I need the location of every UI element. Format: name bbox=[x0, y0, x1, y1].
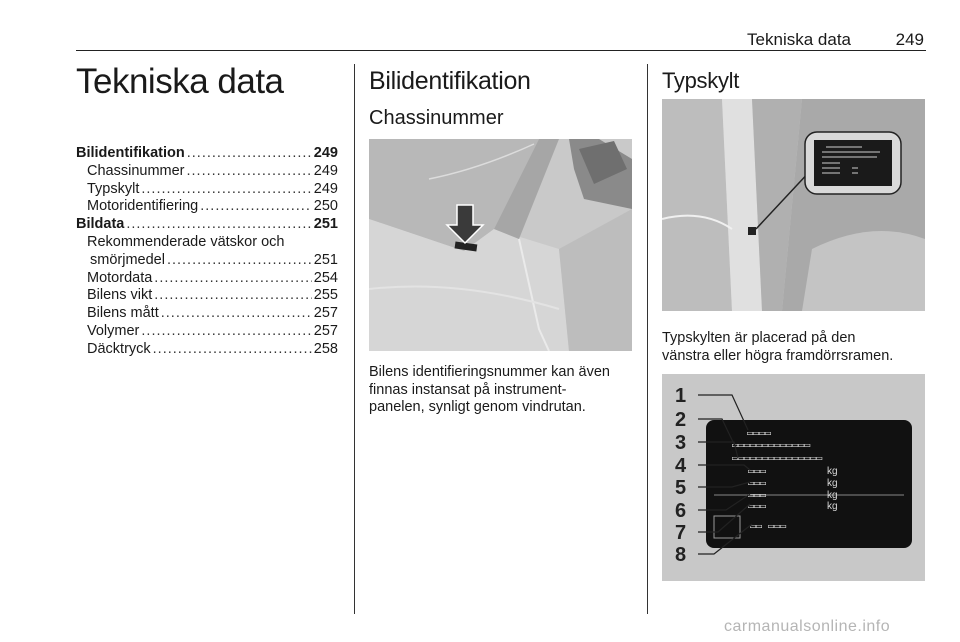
toc-leader bbox=[167, 252, 312, 270]
callout-2: 2 bbox=[675, 409, 687, 431]
callout-3: 3 bbox=[675, 432, 687, 454]
section-heading-typskylt: Typskylt bbox=[662, 68, 740, 93]
chapter-title: Tekniska data bbox=[76, 62, 284, 101]
toc-leader bbox=[154, 270, 312, 288]
toc-leader bbox=[187, 163, 312, 181]
callout-7: 7 bbox=[675, 522, 687, 544]
table-of-contents bbox=[76, 145, 338, 359]
column-divider-2 bbox=[647, 64, 648, 614]
plate-unit: kg bbox=[827, 466, 838, 477]
toc-leader bbox=[161, 305, 312, 323]
toc-label: Bildata bbox=[76, 216, 125, 233]
page-number: 249 bbox=[895, 30, 924, 49]
toc-entry-motoridentifiering[interactable] bbox=[76, 198, 338, 216]
toc-leader bbox=[200, 198, 312, 216]
toc-label: Volymer bbox=[87, 322, 140, 339]
toc-leader bbox=[126, 216, 311, 234]
toc-leader bbox=[187, 145, 312, 163]
text-line: finnas instansat på instrument- bbox=[369, 381, 567, 398]
toc-leader bbox=[154, 287, 312, 305]
column-divider-1 bbox=[354, 64, 355, 614]
toc-entry-bildata[interactable] bbox=[76, 216, 338, 234]
plate-line: ▭▭▭▭ bbox=[747, 428, 772, 439]
plate-unit: kg bbox=[827, 478, 838, 489]
windshield-corner-drawing bbox=[369, 139, 632, 351]
toc-leader bbox=[141, 181, 311, 199]
type-plate-drawing bbox=[662, 374, 925, 581]
toc-entry-typskylt[interactable] bbox=[76, 181, 338, 199]
plate-line: ▭▭▭▭▭▭▭▭▭▭▭▭▭▭▭ bbox=[732, 453, 823, 464]
section-heading-bilidentifikation: Bilidentifikation bbox=[369, 67, 531, 95]
toc-label: Bilidentifikation bbox=[76, 145, 185, 161]
callout-5: 5 bbox=[675, 477, 687, 499]
toc-entry-bilens-vikt[interactable] bbox=[76, 287, 338, 305]
toc-label: Bilens vikt bbox=[87, 287, 153, 304]
text-line: panelen, synligt genom vindrutan. bbox=[369, 399, 586, 415]
toc-entry-chassinummer[interactable] bbox=[76, 163, 338, 181]
callout-6: 6 bbox=[675, 500, 687, 522]
watermark-text: carmanualsonline.info bbox=[724, 618, 891, 635]
plate-line: ▭▭▭▭▭▭▭▭▭▭▭▭▭ bbox=[732, 440, 811, 451]
callout-1: 1 bbox=[675, 385, 687, 407]
toc-leader bbox=[153, 341, 312, 359]
subheading-chassinummer: Chassinummer bbox=[369, 107, 504, 129]
text-line: Typskylten är placerad på den bbox=[662, 330, 856, 346]
callout-8: 8 bbox=[675, 544, 687, 566]
toc-label: Däcktryck bbox=[87, 340, 151, 357]
toc-entry-rekommenderade[interactable] bbox=[76, 234, 338, 252]
running-header bbox=[76, 30, 926, 51]
toc-leader bbox=[141, 323, 311, 341]
header-title: Tekniska data bbox=[747, 30, 851, 49]
toc-entry-bilens-matt[interactable] bbox=[76, 305, 338, 323]
plate-line: ▭▭▭ bbox=[748, 466, 767, 477]
toc-page: 257 bbox=[313, 322, 338, 339]
toc-label: Motordata bbox=[87, 269, 153, 286]
plate-unit: kg bbox=[827, 501, 838, 512]
toc-label: smörjmedel bbox=[90, 251, 165, 268]
toc-entry-bilidentifikation[interactable] bbox=[76, 145, 338, 163]
toc-page: 257 bbox=[313, 305, 338, 322]
toc-page: 258 bbox=[313, 340, 338, 357]
text-line: Bilens identifieringsnummer kan även bbox=[369, 364, 610, 380]
text-line: vänstra eller högra framdörrsramen. bbox=[662, 347, 894, 364]
plate-line: ▭▭▭ bbox=[748, 490, 767, 501]
toc-label: Rekommenderade vätskor och bbox=[87, 233, 285, 250]
type-plate-illustration bbox=[662, 374, 925, 581]
plate-line: ▭▭▭ bbox=[748, 478, 767, 489]
toc-label: Typskylt bbox=[87, 180, 140, 197]
door-pillar-drawing bbox=[662, 99, 925, 311]
toc-entry-smorjmedel[interactable] bbox=[76, 252, 338, 270]
toc-entry-dacktryck[interactable] bbox=[76, 341, 338, 359]
door-frame-illustration bbox=[662, 99, 925, 311]
toc-page: 255 bbox=[313, 287, 338, 304]
toc-page: 251 bbox=[313, 216, 338, 233]
toc-label: Chassinummer bbox=[87, 162, 185, 179]
plate-unit: kg bbox=[827, 490, 838, 501]
toc-label: Motoridentifiering bbox=[87, 198, 199, 215]
callout-4: 4 bbox=[675, 455, 687, 477]
plate-line: ▭▭ ▭▭▭ bbox=[750, 521, 787, 532]
vin-description bbox=[369, 364, 639, 417]
toc-page: 249 bbox=[313, 145, 338, 161]
toc-page: 250 bbox=[313, 198, 338, 215]
toc-label: Bilens mått bbox=[87, 305, 159, 322]
toc-entry-volymer[interactable] bbox=[76, 323, 338, 341]
toc-page: 249 bbox=[313, 162, 338, 179]
plate-line: ▭▭▭ bbox=[748, 501, 767, 512]
toc-page: 249 bbox=[313, 180, 338, 197]
toc-page: 251 bbox=[313, 251, 338, 268]
vin-location-illustration bbox=[369, 139, 632, 351]
toc-page: 254 bbox=[313, 269, 338, 286]
toc-entry-motordata[interactable] bbox=[76, 270, 338, 288]
typskylt-description bbox=[662, 330, 932, 365]
